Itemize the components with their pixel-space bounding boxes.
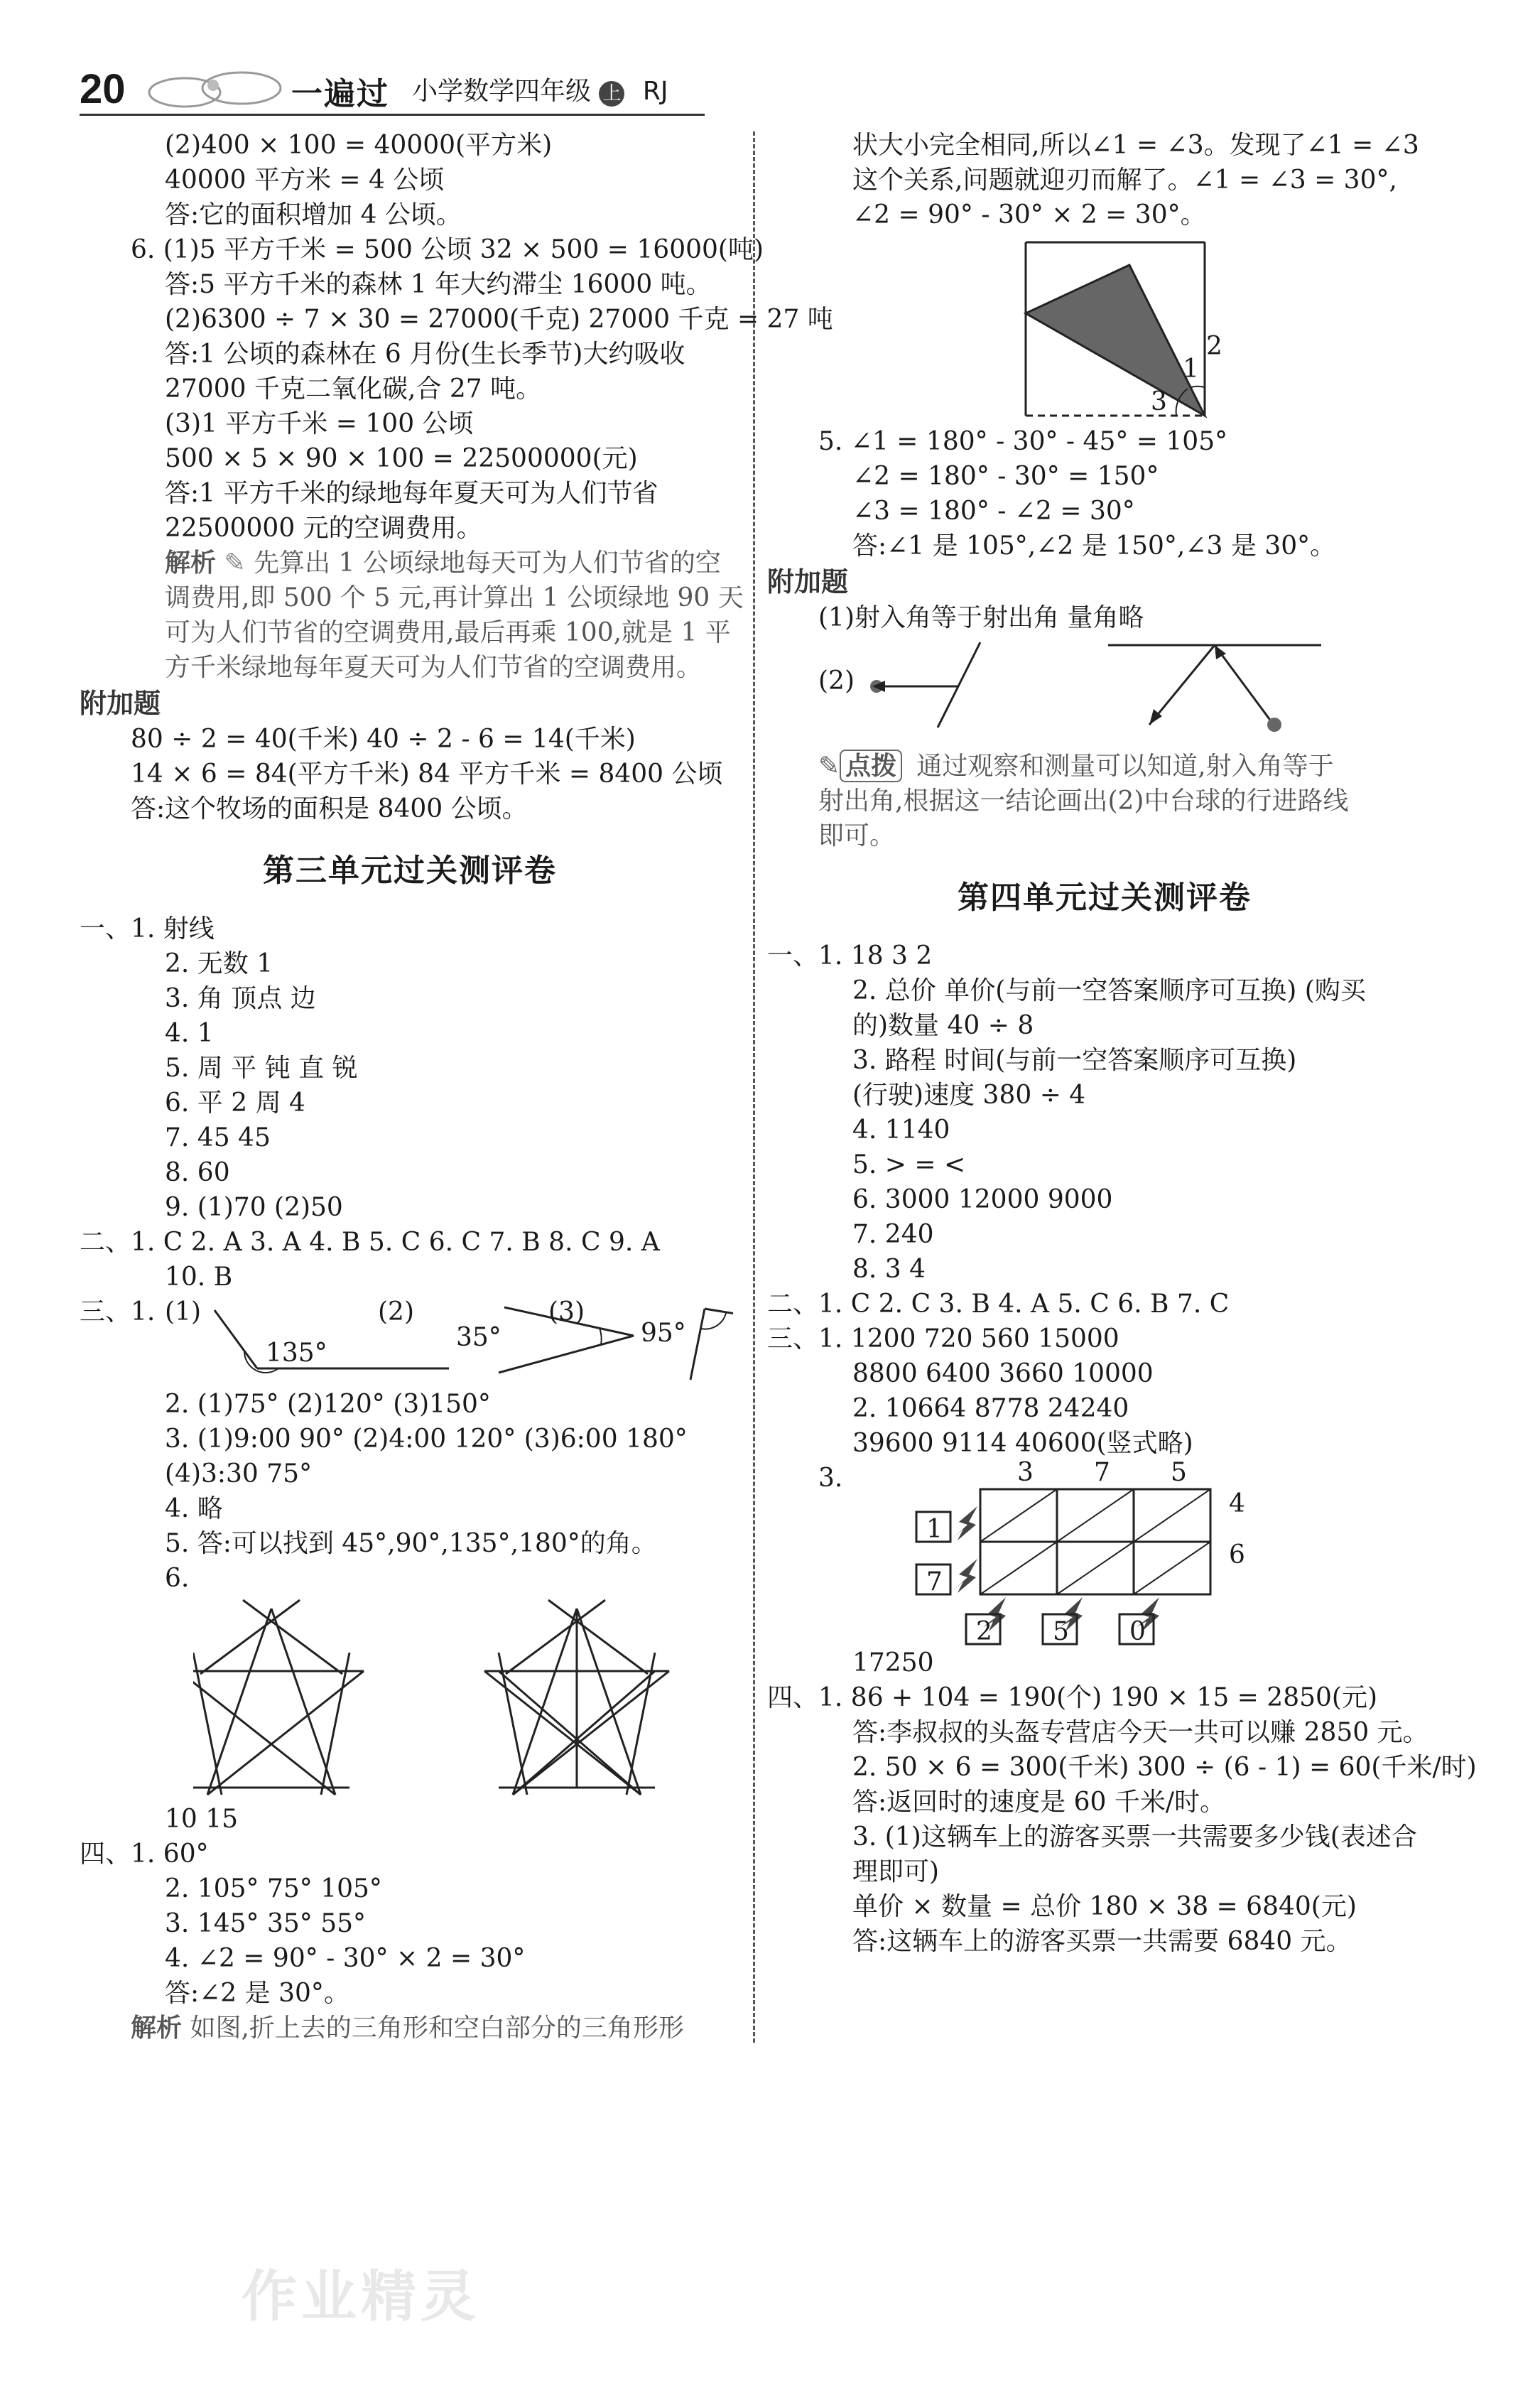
answer-line: 答:∠1 是 105°,∠2 是 150°,∠3 是 30°。 bbox=[852, 531, 1336, 561]
answer-line: 14 × 6 = 84(平方千米) 84 平方千米 = 8400 公顷 bbox=[131, 760, 723, 789]
lattice-bottom-digit: 5 bbox=[1053, 1617, 1069, 1646]
answer-line: 3. 角 顶点 边 bbox=[165, 984, 316, 1013]
analysis-label: 解析 bbox=[165, 548, 217, 578]
answer-line: 答:它的面积增加 4 公顷。 bbox=[165, 200, 462, 229]
answer-line: 39600 9114 40600(竖式略) bbox=[852, 1429, 1193, 1458]
angle2-ray-b bbox=[499, 1336, 634, 1373]
answer-line: 四、1. 86 + 104 = 190(个) 190 × 15 = 2850(元) bbox=[767, 1683, 1377, 1712]
answer-line: 这个关系,问题就迎刃而解了。∠1 = ∠3 = 30°, bbox=[852, 166, 1397, 195]
answer-line: 2. 总价 单价(与前一空答案顺序可互换) (购买 bbox=[852, 976, 1366, 1005]
diagonal-arrows bbox=[952, 1506, 1159, 1631]
answer-line: 5. 答:可以找到 45°,90°,135°,180°的角。 bbox=[165, 1529, 657, 1558]
answer-line: (行驶)速度 380 ÷ 4 bbox=[852, 1081, 1086, 1110]
lattice-bottom-digit: 0 bbox=[1129, 1617, 1146, 1646]
brand-logo: 一遍过 bbox=[291, 77, 389, 112]
answer-line: 3. 路程 时间(与前一空答案顺序可互换) bbox=[852, 1046, 1297, 1075]
column-divider bbox=[753, 131, 755, 2043]
tip-line: ✎ 点拨 通过观察和测量可以知道,射入角等于 bbox=[818, 751, 1334, 781]
lattice-multiplication bbox=[767, 1458, 1442, 1646]
angle-label-1: 1 bbox=[1183, 355, 1199, 384]
answer-line: 答:1 平方千米的绿地每年夏天可为人们节省 bbox=[165, 479, 658, 508]
angle-figures bbox=[80, 1295, 740, 1387]
answer-line: 二、1. C 2. C 3. B 4. A 5. C 6. B 7. C bbox=[767, 1290, 1230, 1319]
answer-line: 27000 千克二氧化碳,合 27 吨。 bbox=[165, 374, 542, 404]
answer-line: 4. 略 bbox=[165, 1494, 223, 1523]
tip-pencil-icon: ✎ bbox=[818, 752, 840, 781]
answer-line: 2. 105° 75° 105° bbox=[165, 1874, 382, 1903]
answer-line: 7. 240 bbox=[852, 1220, 934, 1249]
answer-line: 答:5 平方千米的森林 1 年大约滞尘 16000 吨。 bbox=[165, 270, 712, 299]
extra-section-label: 附加题 bbox=[80, 688, 161, 719]
answer-line: 5. 周 平 钝 直 锐 bbox=[165, 1054, 358, 1083]
analysis-label: 解析 bbox=[131, 2013, 183, 2043]
answer-line: ∠2 = 90° - 30° × 2 = 30°。 bbox=[852, 200, 1206, 229]
subject-name: 小学数学四年级 bbox=[412, 77, 592, 106]
answer-line: 6. 平 2 周 4 bbox=[165, 1088, 305, 1118]
header-rule bbox=[80, 114, 705, 116]
answer-line: 6. bbox=[165, 1564, 190, 1593]
answer-line: 4. ∠2 = 90° - 30° × 2 = 30° bbox=[165, 1944, 526, 1973]
answer-line: 一、1. 射线 bbox=[80, 914, 215, 944]
pen-icon: ✎ bbox=[216, 549, 254, 578]
folded-triangle bbox=[1026, 265, 1205, 416]
tip-line: 即可。 bbox=[818, 821, 896, 850]
folded-square-figure bbox=[767, 232, 1442, 424]
lattice-top-digit: 7 bbox=[1094, 1458, 1110, 1487]
answer-line: (4)3:30 75° bbox=[165, 1459, 313, 1488]
angle3-arc bbox=[701, 1313, 726, 1329]
answer-line: 答:返回时的速度是 60 千米/时。 bbox=[852, 1788, 1225, 1817]
angle1-value: 135° bbox=[266, 1339, 327, 1368]
lattice-result: 17250 bbox=[852, 1648, 934, 1677]
answer-line: 6. (1)5 平方千米 = 500 公顷 32 × 500 = 16000(吨) bbox=[131, 235, 764, 264]
answer-line: 5. ∠1 = 180° - 30° - 45° = 105° bbox=[818, 427, 1228, 456]
analysis-line: 解析 如图,折上去的三角形和空白部分的三角形形 bbox=[131, 2013, 684, 2043]
angle2-label: (2) bbox=[378, 1297, 414, 1326]
angle1-label: (1) bbox=[165, 1297, 201, 1326]
lattice-grid bbox=[838, 1475, 1236, 1646]
star-figures bbox=[80, 1596, 740, 1802]
answer-line: 的)数量 40 ÷ 8 bbox=[852, 1011, 1034, 1040]
star-diagrams bbox=[193, 1596, 733, 1802]
page-number: 20 bbox=[80, 66, 126, 112]
answer-line: 答:1 公顷的森林在 6 月份(生长季节)大约吸收 bbox=[165, 340, 685, 369]
billiard-label: (2) bbox=[818, 666, 855, 696]
lattice-left-digit: 1 bbox=[926, 1515, 943, 1544]
answer-line: 答:∠2 是 30°。 bbox=[165, 1979, 349, 2008]
answer-line: 理即可) bbox=[852, 1857, 940, 1886]
analysis-line: 方千米绿地每年夏天可为人们节省的空调费用。 bbox=[165, 653, 703, 682]
angle2-arc bbox=[600, 1328, 602, 1345]
answer-line: (2)400 × 100 = 40000(平方米) bbox=[165, 131, 553, 160]
billiard-diagram bbox=[867, 635, 1421, 749]
lattice-right-digit: 6 bbox=[1229, 1540, 1245, 1569]
answer-line: 80 ÷ 2 = 40(千米) 40 ÷ 2 - 6 = 14(千米) bbox=[131, 725, 636, 754]
answer-line: (2)6300 ÷ 7 × 30 = 27000(千克) 27000 千克 = 27 吨 bbox=[165, 305, 833, 334]
analysis-line: 解析 ✎ 先算出 1 公顷绿地每天可为人们节省的空 bbox=[165, 548, 721, 578]
angle3-label: (3) bbox=[548, 1297, 585, 1326]
answer-line: ∠2 = 180° - 30° = 150° bbox=[852, 462, 1159, 491]
extra-section-label: 附加题 bbox=[767, 566, 849, 598]
answer-line: 三、1. bbox=[80, 1297, 156, 1326]
star-answer: 10 15 bbox=[165, 1805, 239, 1834]
answer-line: 2. (1)75° (2)120° (3)150° bbox=[165, 1390, 491, 1419]
angle-label-2: 2 bbox=[1206, 332, 1222, 361]
answer-line: ∠3 = 180° - ∠2 = 30° bbox=[852, 497, 1135, 526]
answer-line: 22500000 元的空调费用。 bbox=[165, 514, 482, 543]
answer-line: 3. (1)这辆车上的游客买票一共需要多少钱(表述合 bbox=[852, 1822, 1417, 1852]
answer-line: 答:这辆车上的游客买票一共需要 6840 元。 bbox=[852, 1927, 1352, 1956]
answer-line: 8800 6400 3660 10000 bbox=[852, 1359, 1154, 1388]
lattice-top-digit: 5 bbox=[1171, 1458, 1187, 1487]
right-column bbox=[767, 128, 1477, 1959]
answer-line: (1)射入角等于射出角 量角略 bbox=[818, 603, 1144, 632]
angle2-value: 35° bbox=[456, 1323, 501, 1352]
answer-line: 8. 60 bbox=[165, 1158, 230, 1187]
tip-label: 点拨 bbox=[840, 750, 902, 782]
answer-line: 2. 无数 1 bbox=[165, 949, 273, 978]
answer-line: 状大小完全相同,所以∠1 = ∠3。发现了∠1 = ∠3 bbox=[852, 131, 1419, 160]
lattice-left-digit: 7 bbox=[926, 1567, 943, 1596]
answer-line: 单价 × 数量 = 总价 180 × 38 = 6840(元) bbox=[852, 1892, 1357, 1921]
star-five-lines bbox=[193, 1600, 364, 1795]
unit4-title: 第四单元过关测评卷 bbox=[958, 880, 1252, 916]
answer-line: 4. 1 bbox=[165, 1019, 214, 1048]
answer-line: 5. > = < bbox=[852, 1150, 966, 1179]
answer-line: 2. 10664 8778 24240 bbox=[852, 1394, 1129, 1423]
subject-title bbox=[412, 71, 668, 107]
answer-line: 三、1. 1200 720 560 15000 bbox=[767, 1324, 1119, 1353]
tip-line: 射出角,根据这一结论画出(2)中台球的行进路线 bbox=[818, 787, 1349, 816]
answer-line: 9. (1)70 (2)50 bbox=[165, 1193, 343, 1222]
billiard-figure bbox=[767, 635, 1442, 749]
answer-line: 3. (1)9:00 90° (2)4:00 120° (3)6:00 180° bbox=[165, 1425, 688, 1454]
answer-line: 答:李叔叔的头盔专营店今天一共可以赚 2850 元。 bbox=[852, 1718, 1428, 1747]
folded-square-diagram bbox=[1023, 239, 1215, 424]
answer-line: 40000 平方米 = 4 公顷 bbox=[165, 166, 445, 195]
answer-line: 3. 145° 35° 55° bbox=[165, 1909, 367, 1938]
answer-line: 8. 3 4 bbox=[852, 1255, 926, 1284]
answer-line: 答:这个牧场的面积是 8400 公顷。 bbox=[131, 794, 528, 823]
star-more-lines bbox=[484, 1600, 669, 1795]
answer-line: 7. 45 45 bbox=[165, 1123, 271, 1152]
edition-label: RJ bbox=[642, 77, 668, 106]
answer-line: 10. B bbox=[165, 1263, 233, 1292]
analysis-line: 可为人们节省的空调费用,最后再乘 100,就是 1 平 bbox=[165, 618, 731, 647]
answer-line: 四、1. 60° bbox=[80, 1839, 209, 1869]
answer-line: 4. 1140 bbox=[852, 1115, 950, 1145]
decorative-cloud-icon bbox=[142, 64, 291, 114]
analysis-line: 调费用,即 500 个 5 元,再计算出 1 公顷绿地 90 天 bbox=[165, 583, 744, 612]
lattice-right-digit: 4 bbox=[1229, 1489, 1245, 1518]
angle1-ray-a bbox=[215, 1310, 257, 1368]
volume-badge: 上 bbox=[599, 81, 624, 107]
angle3-ray-a bbox=[690, 1309, 705, 1380]
answer-line: 2. 50 × 6 = 300(千米) 300 ÷ (6 - 1) = 60(千米/时) bbox=[852, 1753, 1477, 1782]
answer-line: 3. bbox=[818, 1464, 843, 1493]
answer-line: 6. 3000 12000 9000 bbox=[852, 1185, 1113, 1214]
answer-line: 一、1. 18 3 2 bbox=[767, 941, 933, 971]
unit3-title: 第三单元过关测评卷 bbox=[263, 853, 557, 889]
answer-line: 二、1. C 2. A 3. A 4. B 5. C 6. C 7. B 8. C 9. A bbox=[80, 1228, 660, 1257]
lattice-top-digit: 3 bbox=[1017, 1458, 1034, 1487]
answer-line: (3)1 平方千米 = 100 公顷 bbox=[165, 409, 474, 438]
angle3-value: 95° bbox=[641, 1319, 686, 1348]
answer-line: 500 × 5 × 90 × 100 = 22500000(元) bbox=[165, 444, 638, 473]
watermark: 作业精灵 bbox=[242, 2265, 481, 2329]
lattice-bottom-digit: 2 bbox=[976, 1617, 992, 1646]
angle-label-3: 3 bbox=[1151, 387, 1167, 416]
left-column bbox=[80, 128, 833, 2046]
